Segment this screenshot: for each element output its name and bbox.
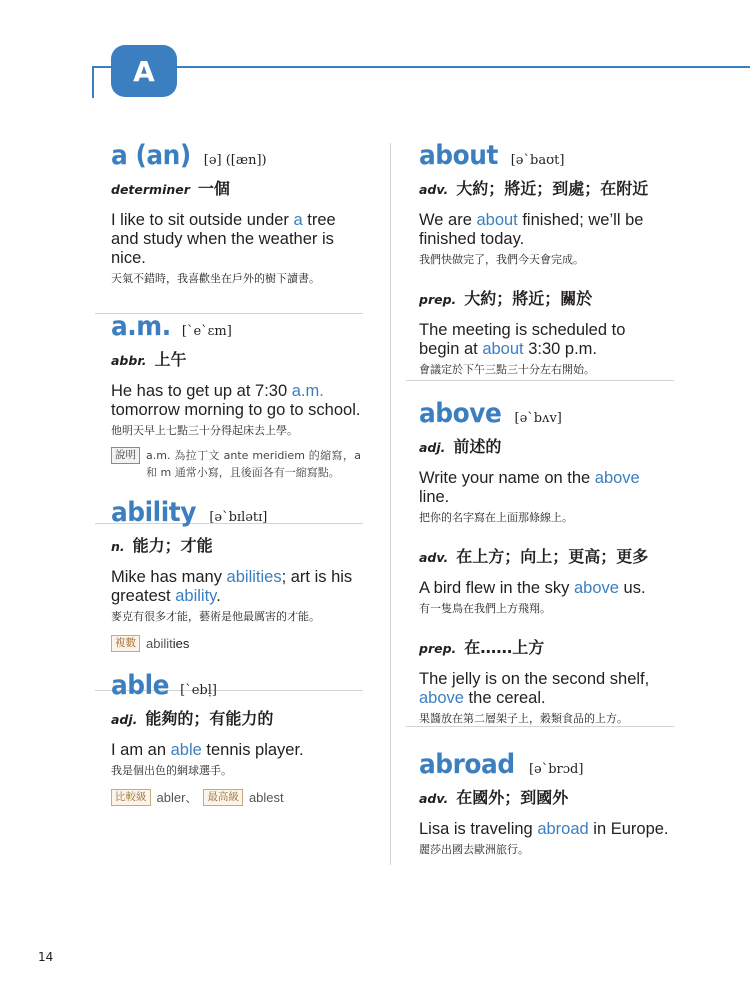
example-sentence: A bird flew in the sky above us. (419, 579, 646, 597)
pronunciation: [əˋbɪlətɪ] (209, 510, 268, 525)
example-sentence: He has to get up at 7:30 a.m. tomorrow morning to go to school. (111, 382, 361, 419)
entry-above (419, 398, 669, 727)
example-translation: 他明天早上七點三十分得起床去上學。 (111, 424, 298, 437)
example-translation: 把你的名字寫在上面那條線上。 (419, 511, 573, 524)
definition: 前述的 (453, 437, 502, 456)
pronunciation: [əˋbaʊt] (510, 153, 565, 168)
definition: 在國外；到國外 (456, 788, 569, 807)
part-of-speech: determiner (111, 182, 190, 197)
pronunciation: [ˋebḷ] (180, 683, 217, 698)
inflection (111, 789, 361, 806)
header-rule-left (92, 66, 94, 98)
example-translation: 果醬放在第二層架子上，穀類食品的上方。 (419, 712, 628, 725)
definition: 上午 (154, 350, 187, 369)
headword: a (an) (111, 140, 191, 171)
usage-note (111, 447, 361, 481)
inflection-word: abilities (146, 636, 190, 651)
inflection-tag: 比較級 (111, 789, 151, 806)
entry-abroad (419, 749, 669, 858)
example-translation: 我們快做完了，我們今天會完成。 (419, 253, 584, 266)
example-sentence: We are about finished; we’ll be finished today. (419, 211, 644, 248)
right-column (419, 140, 669, 858)
entry-able (111, 670, 361, 806)
definition: 能力；才能 (132, 536, 213, 555)
definition: 在上方；向上；更高；更多 (456, 547, 649, 566)
pronunciation: [əˋbrɔd] (528, 762, 584, 777)
headword: able (111, 670, 170, 701)
definition: 一個 (197, 179, 230, 198)
part-of-speech: adv. (419, 550, 449, 565)
note-text: a.m. 為拉丁文 ante meridiem 的縮寫，a 和 m 通常小寫，且後面各有一縮寫點。 (146, 449, 361, 479)
headword: about (419, 140, 498, 171)
page-number: 14 (38, 950, 54, 964)
inflection-tag: 複數 (111, 635, 140, 652)
part-of-speech: prep. (419, 641, 457, 656)
entry-a (111, 140, 361, 287)
example-translation: 麥克有很多才能，藝術是他最厲害的才能。 (111, 610, 320, 623)
part-of-speech: adv. (419, 791, 449, 806)
example-translation: 有一隻鳥在我們上方飛翔。 (419, 602, 551, 615)
entry-about (419, 140, 669, 378)
column-divider (390, 143, 391, 865)
left-column (111, 140, 361, 806)
example-sentence: Lisa is traveling abroad in Europe. (419, 820, 669, 838)
headword: ability (111, 497, 196, 528)
inflection-word: abler (156, 790, 186, 805)
headword: a.m. (111, 311, 171, 342)
headword: above (419, 398, 502, 429)
definition: 在……上方 (464, 638, 545, 657)
part-of-speech: n. (111, 539, 125, 554)
pronunciation: [əˋbʌv] (514, 411, 562, 426)
inflection-separator: 、 (185, 791, 198, 805)
definition: 大約；將近；關於 (464, 289, 593, 308)
part-of-speech: adv. (419, 182, 449, 197)
example-translation: 麗莎出國去歐洲旅行。 (419, 843, 529, 856)
inflection-tag: 最高級 (203, 789, 243, 806)
inflection (111, 635, 361, 652)
example-sentence: The meeting is scheduled to begin at about 3:30 p.m. (419, 321, 626, 358)
inflection-word: ablest (248, 790, 284, 805)
section-letter-tab: A (111, 45, 177, 97)
headword: abroad (419, 749, 515, 780)
example-translation: 我是個出色的網球選手。 (111, 764, 232, 777)
example-sentence: Write your name on the above line. (419, 469, 640, 506)
pronunciation: [ˋeˋɛm] (181, 324, 232, 339)
example-translation: 天氣不錯時，我喜歡坐在戶外的樹下讀書。 (111, 272, 320, 285)
note-tag: 說明 (111, 447, 140, 464)
entry-ability (111, 497, 361, 652)
header-rule (92, 66, 750, 68)
definition: 能夠的；有能力的 (145, 709, 274, 728)
part-of-speech: abbr. (111, 353, 147, 368)
example-sentence: I am an able tennis player. (111, 741, 304, 759)
example-translation: 會議定於下午三點三十分左右開始。 (419, 363, 595, 376)
part-of-speech: prep. (419, 292, 457, 307)
example-sentence: I like to sit outside under a tree and study when the weather is nice. (111, 211, 336, 267)
definition: 大約；將近；到處；在附近 (456, 179, 649, 198)
example-sentence: Mike has many abilities; art is his greatest ability. (111, 568, 353, 605)
part-of-speech: adj. (419, 440, 446, 455)
entry-am (111, 311, 361, 481)
example-sentence: The jelly is on the second shelf, above the cereal. (419, 670, 650, 707)
pronunciation: [ə] ([æn]) (203, 153, 267, 168)
part-of-speech: adj. (111, 712, 138, 727)
